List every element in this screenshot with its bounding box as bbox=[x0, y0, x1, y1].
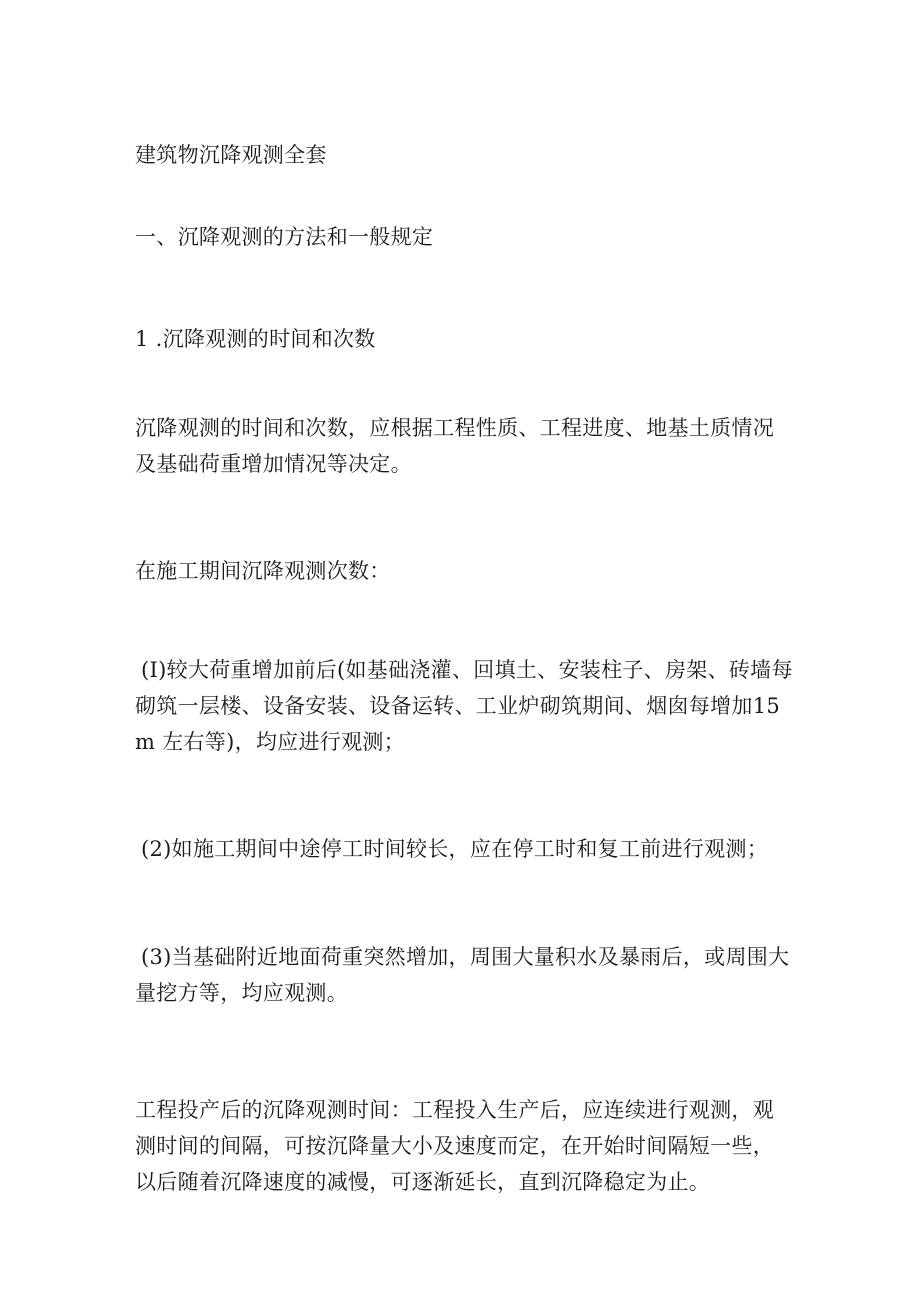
paragraph-observation-timing: 沉降观测的时间和次数，应根据工程性质、工程进度、地基土质情况及基础荷重增加情况等决定。 bbox=[135, 416, 774, 476]
list-item-2: (2)如施工期间中途停工时间较长，应在停工时和复工前进行观测； bbox=[141, 837, 769, 861]
section-heading: 一、沉降观测的方法和一般规定 bbox=[135, 225, 434, 249]
list-item-1: (I)较大荷重增加前后(如基础浇灌、回填土、安装柱子、房架、砖墙每砌筑一层楼、设备安装、设备运转、工业炉砌筑期间、烟囱每增加15m 左右等)，均应进行观测； bbox=[135, 658, 793, 754]
document-title: 建筑物沉降观测全套 bbox=[135, 143, 327, 167]
list-item-3: (3)当基础附近地面荷重突然增加，周围大量积水及暴雨后，或周围大量挖方等，均应观测。 bbox=[135, 945, 790, 1005]
subsection-heading: 1 .沉降观测的时间和次数 bbox=[135, 327, 376, 351]
paragraph-construction-period: 在施工期间沉降观测次数： bbox=[135, 559, 391, 583]
paragraph-post-production: 工程投产后的沉降观测时间：工程投入生产后，应连续进行观测，观测时间的间隔，可按沉降量大小及速度而定，在开始时间隔短一些，以后随着沉降速度的减慢，可逐渐延长，直到沉降稳定为止。 bbox=[135, 1098, 774, 1194]
